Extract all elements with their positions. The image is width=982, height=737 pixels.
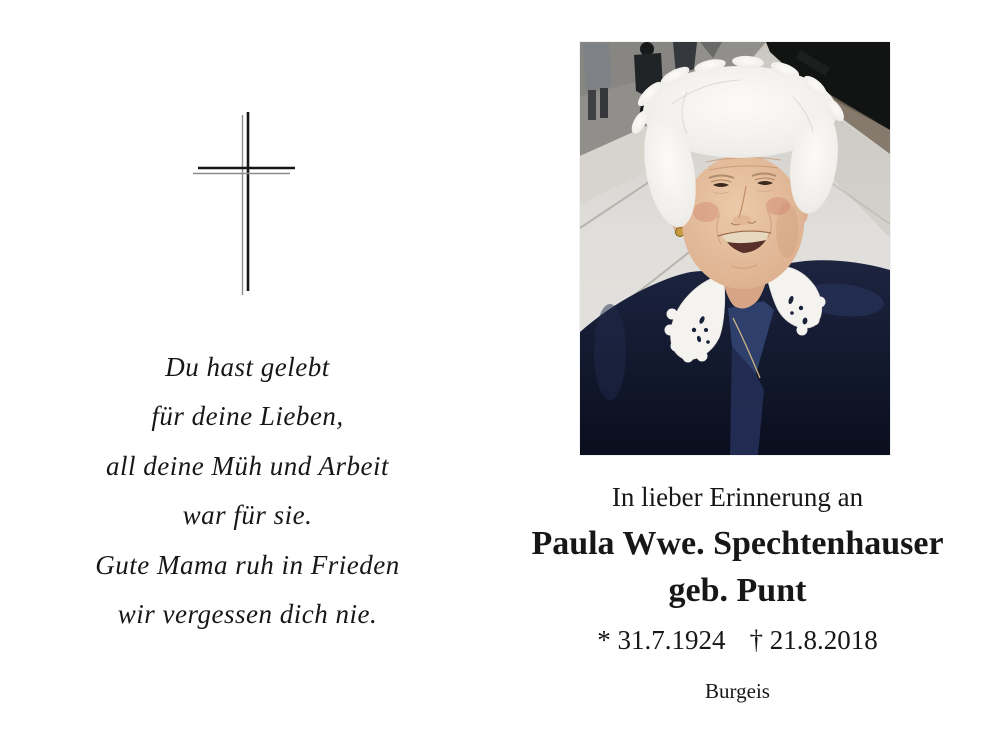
place-name: Burgeis bbox=[705, 679, 770, 703]
portrait-photo bbox=[580, 42, 890, 455]
deceased-name: Paula Wwe. Spechtenhauser bbox=[531, 525, 944, 562]
memorial-poem bbox=[60, 343, 435, 639]
right-cheek-blush bbox=[766, 197, 790, 215]
cross-icon-svg bbox=[185, 105, 305, 300]
poem-line-2: für deine Lieben, bbox=[151, 401, 344, 432]
poem-line-4: war für sie. bbox=[182, 500, 313, 531]
left-cheek-blush bbox=[693, 202, 719, 222]
portrait-photo-illustration bbox=[580, 42, 890, 455]
poem-line-6: wir vergessen dich nie. bbox=[117, 599, 378, 630]
death-date: † 21.8.2018 bbox=[749, 625, 878, 655]
poem-line-5: Gute Mama ruh in Frieden bbox=[95, 549, 400, 580]
poem-line-3: all deine Müh und Arbeit bbox=[106, 450, 389, 481]
cross-icon bbox=[185, 105, 305, 300]
intro-line: In lieber Erinnerung an bbox=[611, 482, 864, 512]
life-dates bbox=[510, 625, 965, 656]
maiden-name: geb. Punt bbox=[668, 572, 807, 609]
poem-line-1: Du hast gelebt bbox=[165, 352, 330, 382]
birth-date: * 31.7.1924 bbox=[597, 625, 726, 655]
